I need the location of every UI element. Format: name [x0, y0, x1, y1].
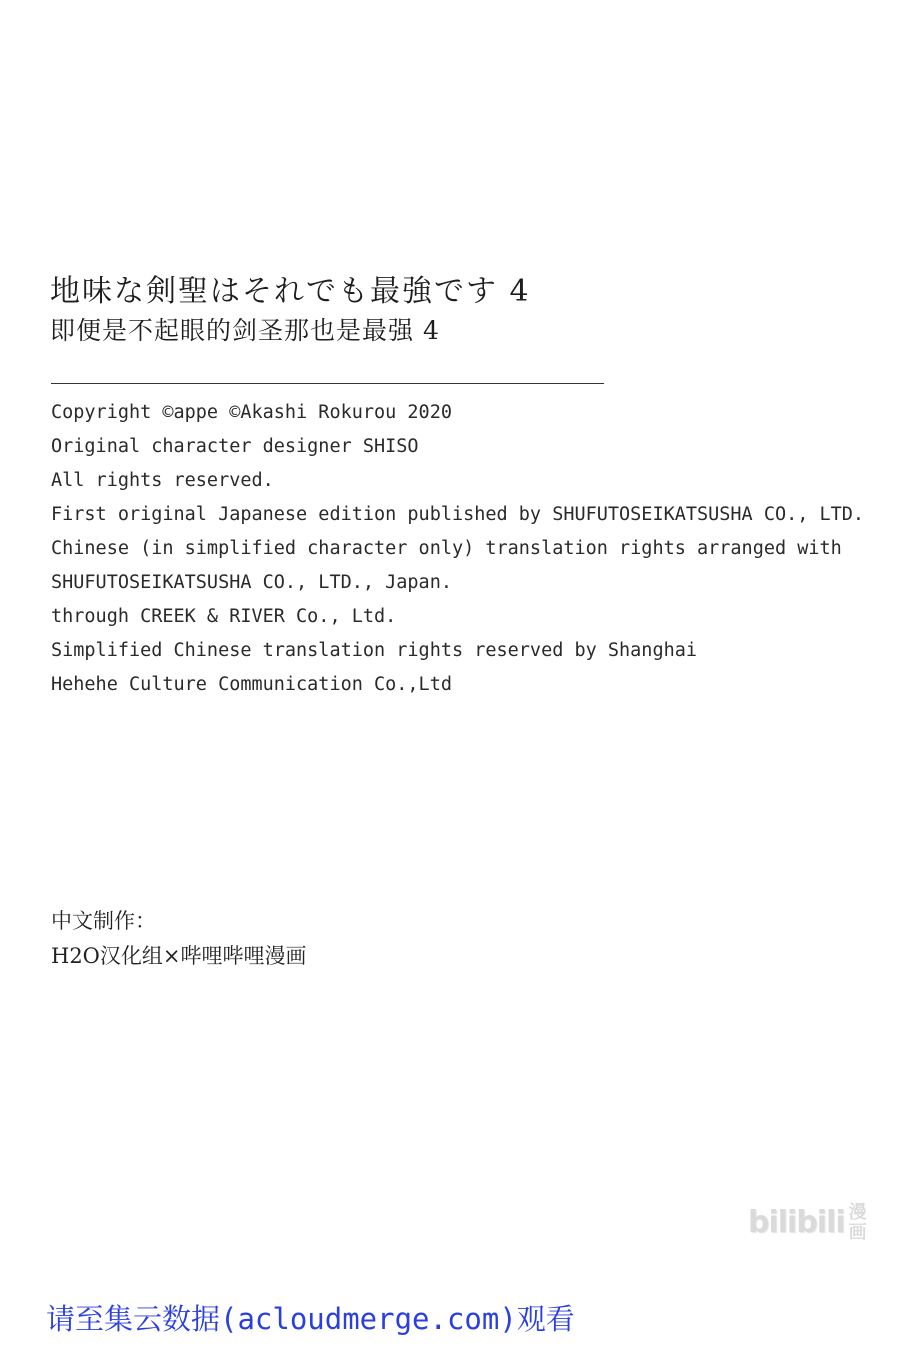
title-chinese: 即便是不起眼的剑圣那也是最强 4: [50, 316, 440, 345]
watermark-tag-bottom: 画: [848, 1222, 867, 1243]
credit-line: Hehehe Culture Communication Co.,Ltd: [51, 674, 452, 695]
production-credits: [51, 904, 307, 974]
title-japanese: 地味な剣聖はそれでも最強です 4: [50, 274, 531, 309]
credit-line: Simplified Chinese translation rights reserved by Shanghai: [51, 640, 698, 661]
production-heading: 中文制作：: [51, 909, 156, 933]
credit-line: Original character designer SHISO: [51, 436, 419, 457]
credit-line: All rights reserved.: [51, 470, 274, 491]
watermark-logo-text: bilibili: [748, 1205, 845, 1240]
watermark-tag-top: 漫: [848, 1202, 867, 1223]
credit-line: Copyright ©appe ©Akashi Rokurou 2020: [51, 402, 452, 423]
credit-line: First original Japanese edition published by SHUFUTOSEIKATSUSHA CO., LTD.: [51, 504, 865, 525]
credit-line: through CREEK & RIVER Co., Ltd.: [51, 606, 397, 627]
copyright-credits: [51, 396, 864, 702]
credit-line: Chinese (in simplified character only) translation rights arranged with: [51, 538, 842, 559]
production-credit: H2O汉化组×哔哩哔哩漫画: [51, 944, 307, 968]
source-link[interactable]: 请至集云数据(acloudmerge.com)观看: [46, 1302, 575, 1336]
divider-rule: [51, 383, 604, 384]
watermark-tag: [849, 1203, 867, 1243]
bilibili-logo-icon: [748, 1205, 845, 1240]
credit-line: SHUFUTOSEIKATSUSHA CO., LTD., Japan.: [51, 572, 452, 593]
bilibili-watermark: [748, 1203, 867, 1243]
